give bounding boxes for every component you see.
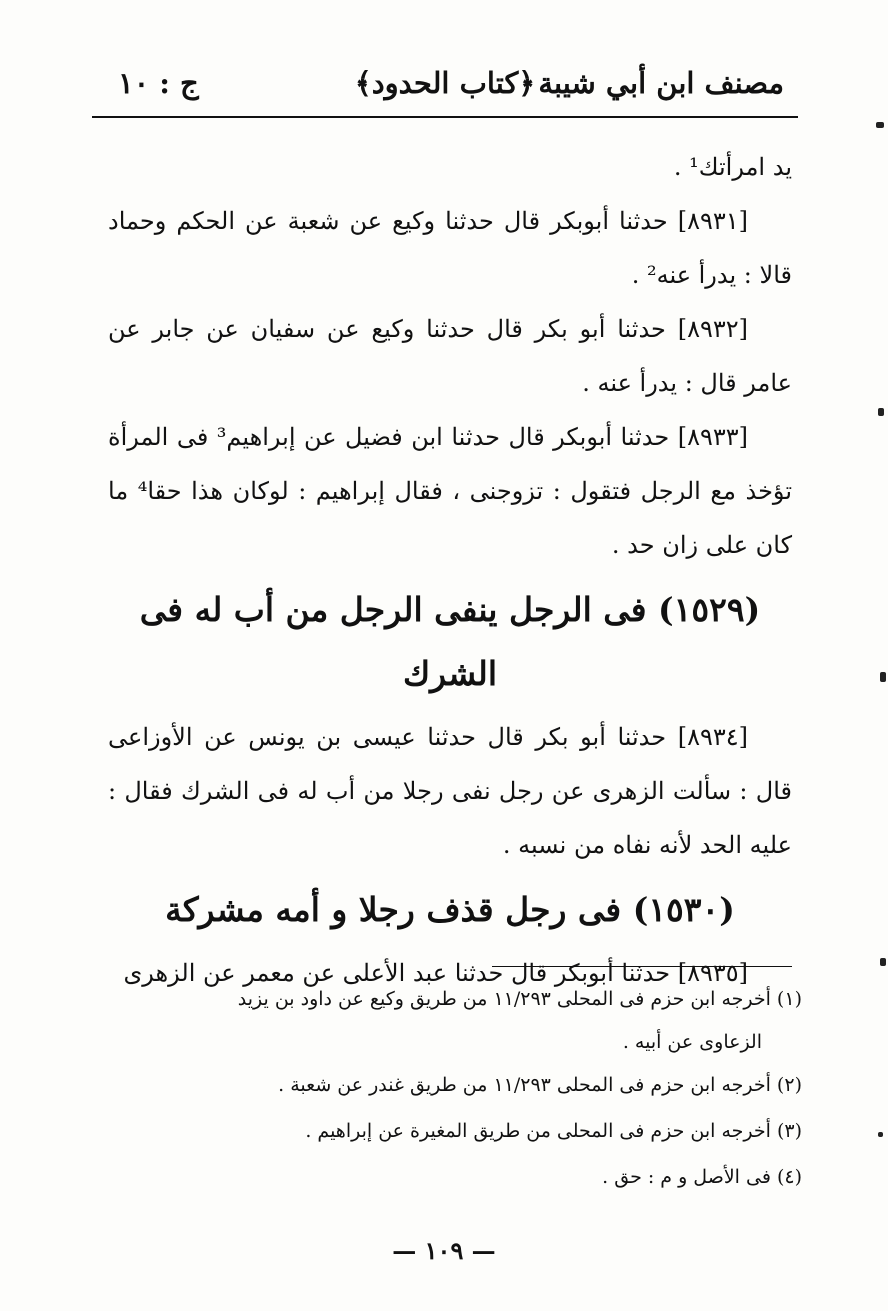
- hadith-8931: [٨٩٣١] حدثنا أبوبكر قال حدثنا وكيع عن شعبة عن الحكم وحماد قالا : يدرأ عنه² .: [108, 207, 792, 289]
- scan-mark: [878, 408, 884, 416]
- main-text: [108, 140, 792, 1000]
- hadith-8933: [٨٩٣٣] حدثنا أبوبكر قال حدثنا ابن فضيل عن إبراهيم³ فى المرأة تؤخذ مع الرجل فتقول : تزوجنى ، فقال إبراهيم : لوكان هذا حقا⁴ ما كان على زان حد .: [108, 423, 793, 559]
- footnote-2: (٢) أخرجه ابن حزم فى المحلى ١١/٢٩٣ من طريق غندر عن شعبة .: [278, 1074, 802, 1096]
- footnote-1: (١) أخرجه ابن حزم فى المحلى ١١/٢٩٣ من طريق وكيع عن داود بن يزيد: [237, 988, 802, 1010]
- header-divider: [92, 116, 798, 118]
- footnotes: [112, 976, 802, 1200]
- running-header: [92, 62, 798, 112]
- scan-mark: [878, 1132, 883, 1137]
- volume-number: ج : ١٠: [118, 66, 199, 100]
- scan-mark: [876, 122, 884, 128]
- hadith-8935: [٨٩٣٥] حدثنا أبوبكر قال حدثنا عبد الأعلى عن معمر عن الزهرى: [123, 959, 748, 987]
- hadith-8934: [٨٩٣٤] حدثنا أبو بكر قال حدثنا عيسى بن يونس عن الأوزاعى قال : سألت الزهرى عن رجل نفى رجلا من أب له فى الشرك فقال : عليه الحد لأنه نفاه من نسبه .: [108, 723, 792, 859]
- hadith-8932: [٨٩٣٢] حدثنا أبو بكر قال حدثنا وكيع عن سفيان عن جابر عن عامر قال : يدرأ عنه .: [108, 315, 792, 397]
- book-title: مصنف ابن أبي شيبة: [538, 66, 784, 100]
- footnote-4: (٤) فى الأصل و م : حق .: [602, 1166, 802, 1188]
- section-heading-1530: (١٥٣٠) فى رجل قذف رجلا و أمه مشركة: [165, 890, 735, 929]
- chapter-title: ﴿كتاب الحدود﴾: [354, 66, 536, 100]
- page-number: — ١٠٩ —: [392, 1236, 496, 1265]
- scan-mark: [880, 958, 886, 966]
- section-heading-1529: (١٥٢٩) فى الرجل ينفى الرجل من أب له فى الشرك: [139, 590, 761, 693]
- footnote-3: (٣) أخرجه ابن حزم فى المحلى من طريق المغيرة عن إبراهيم .: [305, 1120, 802, 1142]
- scan-mark: [880, 672, 886, 682]
- footnote-1-continuation: الزعاوى عن أبيه .: [622, 1031, 762, 1053]
- paragraph-continuation: يد امرأتك¹ .: [673, 153, 792, 181]
- footnote-divider: [492, 966, 792, 967]
